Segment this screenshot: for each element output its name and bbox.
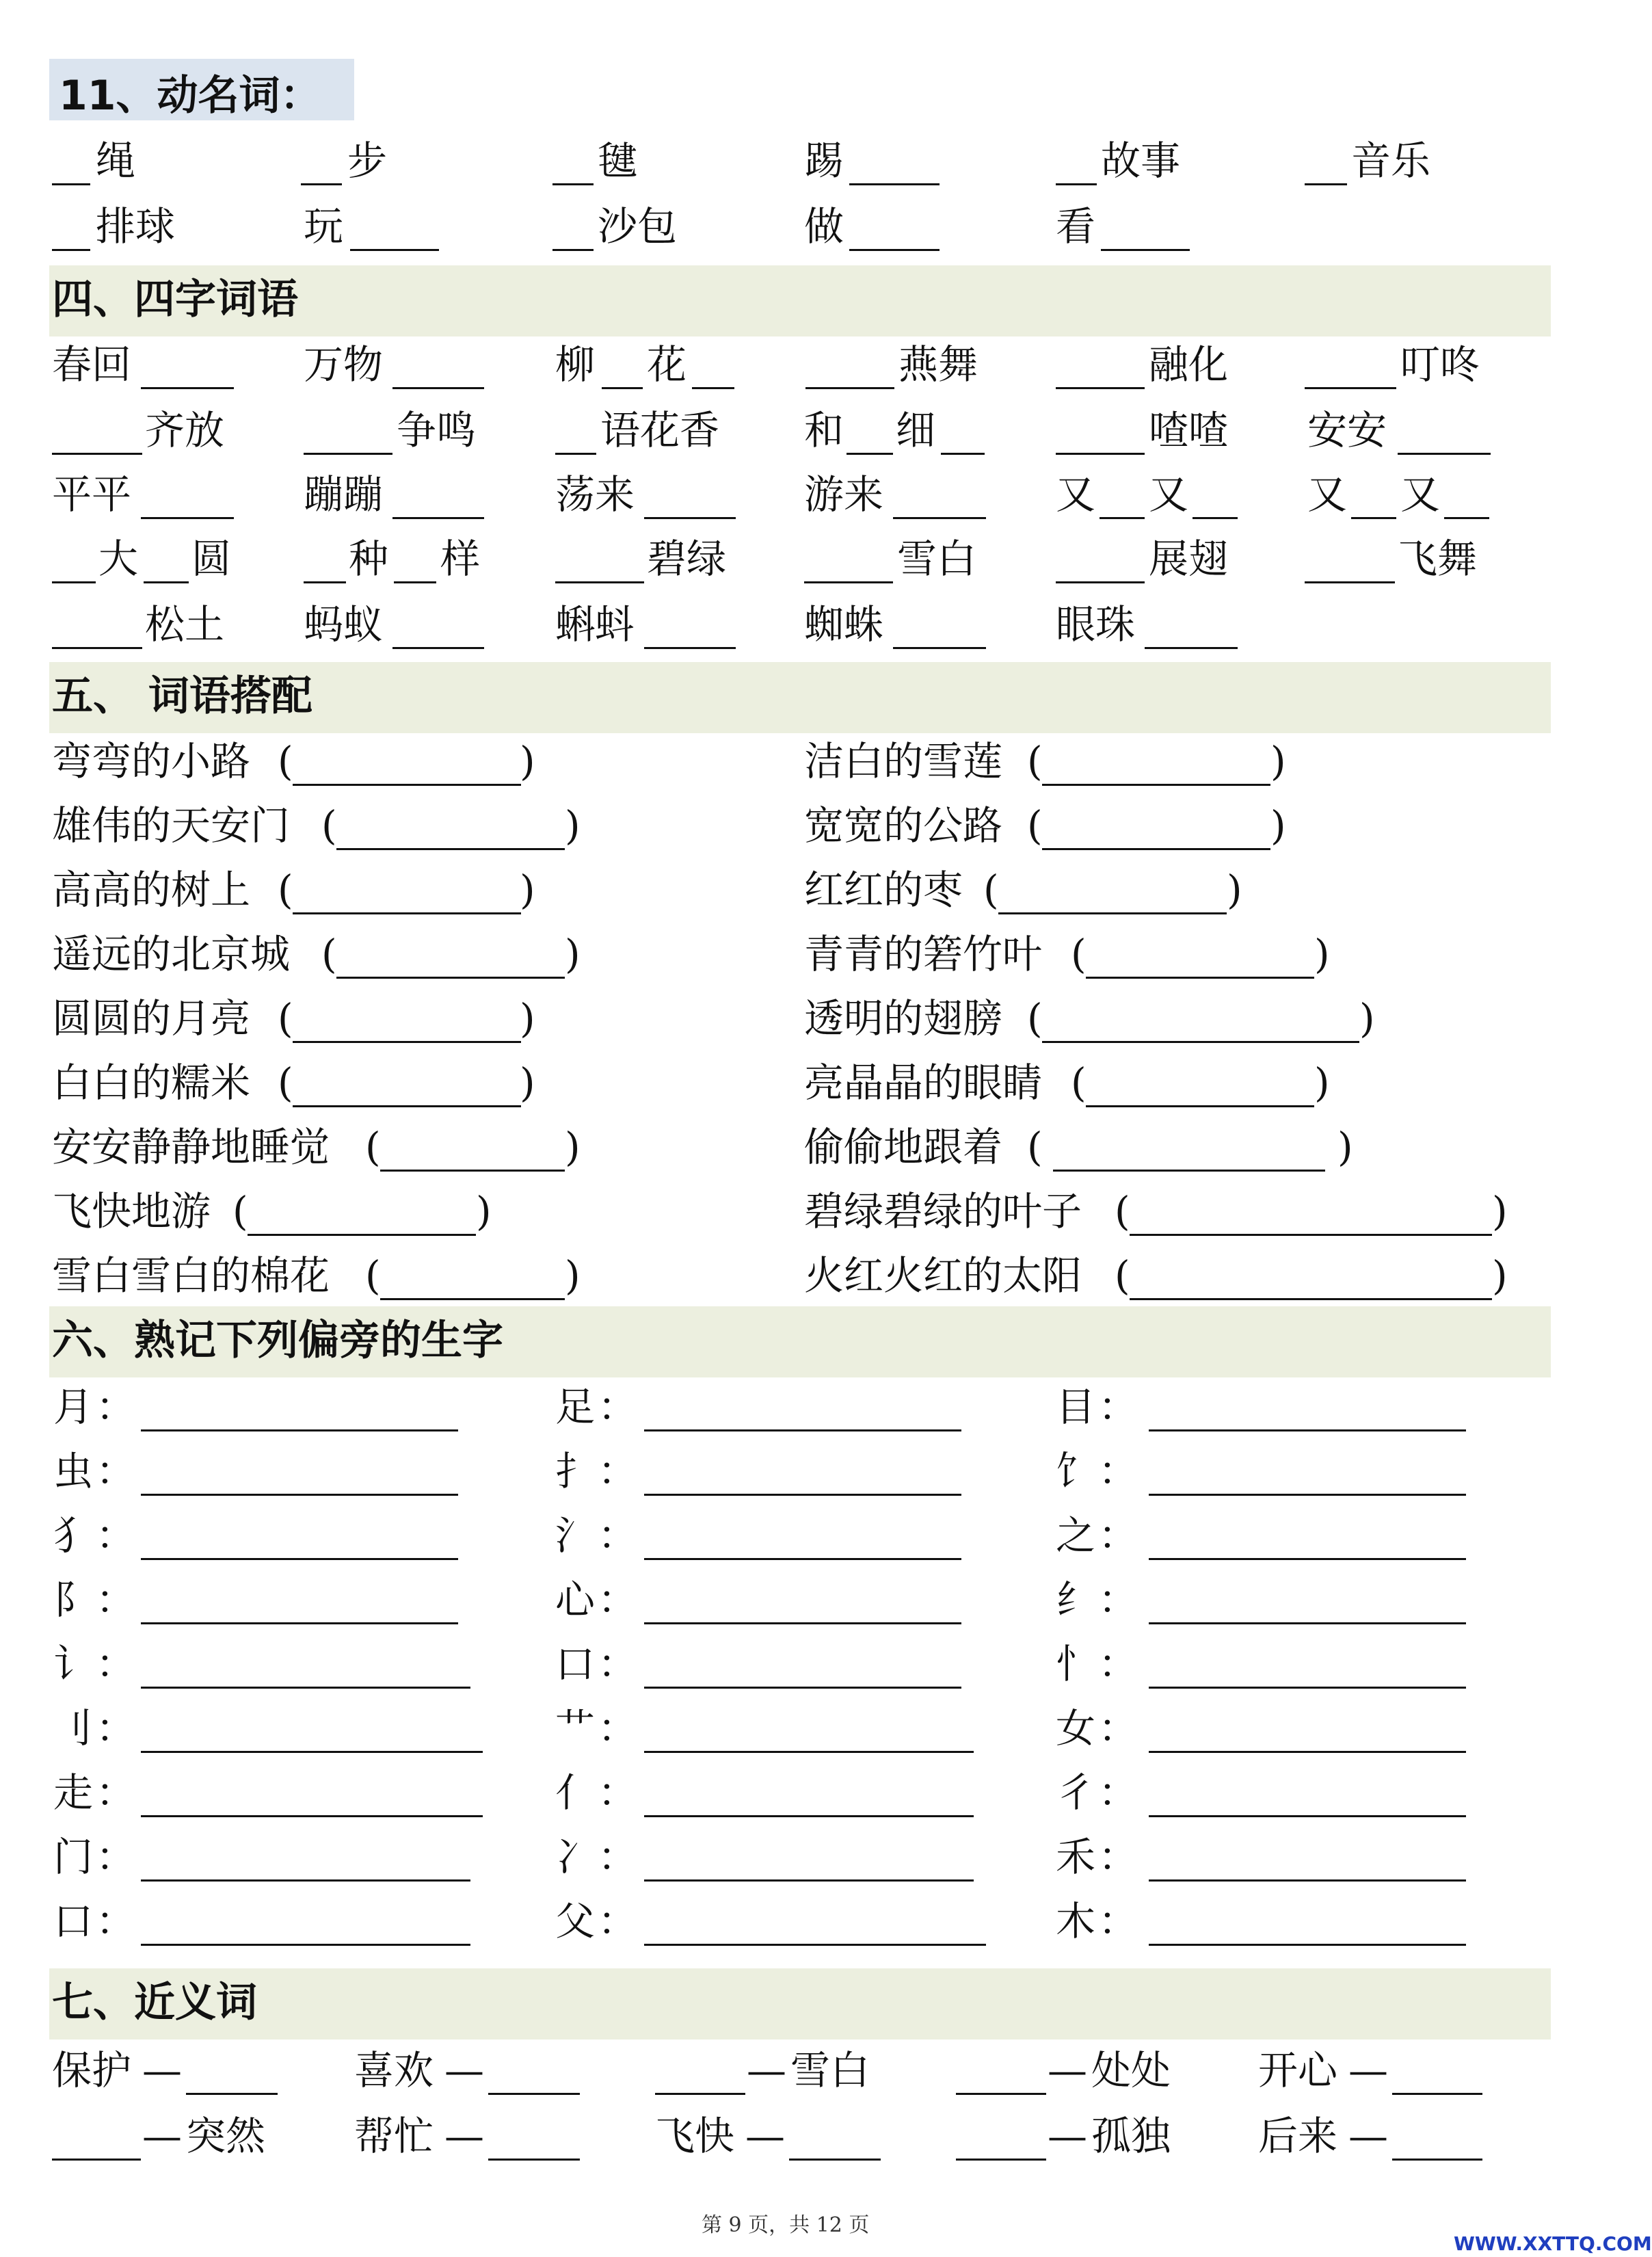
blank[interactable] [1145,647,1238,649]
open-paren: ( [365,1124,381,1170]
answer-line[interactable] [644,1751,974,1753]
phrase: 白白的糯米 [52,1059,251,1106]
close-paren: ) [1359,995,1375,1042]
blank[interactable] [555,453,596,455]
word: 看 [1056,203,1096,250]
colon: ： [1098,1641,1138,1687]
word: 燕舞 [898,341,978,388]
section-4-title: 四、四字词语 [52,276,298,324]
radical: 氵 [555,1512,596,1559]
phrase: 红红的枣 [804,867,963,913]
open-paren: ( [1027,738,1043,784]
blank[interactable] [52,647,142,649]
blank[interactable] [1100,517,1145,519]
radical: 艹 [555,1705,596,1752]
blank[interactable] [1305,387,1396,389]
open-paren: ( [1115,1188,1130,1235]
open-paren: ( [321,931,337,977]
section-6-title: 六、熟记下列偏旁的生字 [52,1317,503,1364]
dash: — [1348,2047,1388,2094]
colon: ： [96,1769,136,1816]
phrase: 宽宽的公路 [804,802,1003,849]
answer-line[interactable] [644,1687,961,1689]
word: 开心 [1258,2047,1338,2094]
answer-line[interactable] [1149,1687,1466,1689]
open-paren: ( [278,1059,293,1106]
answer-line[interactable] [141,1879,470,1882]
open-paren: ( [983,867,999,913]
radical: 饣 [1056,1448,1096,1494]
answer-line[interactable] [380,1298,565,1300]
open-paren: ( [1027,802,1043,849]
blank[interactable] [956,2093,1046,2095]
answer-line[interactable] [1149,1879,1466,1882]
dash: — [1048,2113,1087,2159]
close-paren: ) [1314,1059,1330,1106]
word: 大 [98,536,139,582]
answer-line[interactable] [293,784,521,786]
close-paren: ) [1492,1252,1508,1299]
word: 样 [440,536,481,582]
colon: ： [598,1384,638,1430]
close-paren: ) [565,1124,581,1170]
phrase: 安安静静地睡觉 [52,1124,330,1170]
colon: ： [1098,1512,1138,1559]
radical: 目 [1056,1384,1096,1430]
blank[interactable] [301,183,342,185]
answer-line[interactable] [1149,1558,1466,1560]
word: 展翅 [1149,536,1229,582]
section-7-band [49,1968,1551,2040]
word: 孤独 [1091,2113,1171,2159]
blank[interactable] [1351,517,1396,519]
answer-line[interactable] [1053,1170,1325,1172]
blank[interactable] [1398,453,1491,455]
word: 后来 [1258,2113,1338,2159]
word: 齐放 [145,407,225,453]
word: 种 [349,536,389,582]
answer-line[interactable] [644,1622,961,1624]
answer-line[interactable] [336,977,565,979]
answer-line[interactable] [141,1429,458,1431]
close-paren: ) [1227,867,1242,913]
close-paren: ) [1270,738,1286,784]
open-paren: ( [1027,1124,1043,1170]
section-5-title: 五、 词语搭配 [52,672,312,720]
blank[interactable] [392,517,484,519]
colon: ： [96,1834,136,1880]
answer-line[interactable] [1130,1298,1492,1300]
answer-line[interactable] [248,1234,476,1236]
answer-line[interactable] [644,1494,961,1496]
word: 玩 [304,203,344,250]
close-paren: ) [565,802,581,849]
word: 步 [347,137,388,184]
radical: 阝 [53,1576,94,1623]
colon: ： [598,1576,638,1623]
word: 喳喳 [1149,407,1229,453]
answer-line[interactable] [293,912,521,914]
answer-line[interactable] [141,1944,470,1946]
colon: ： [1098,1576,1138,1623]
blank[interactable] [394,581,436,583]
page-number: 第 9 页，共 12 页 [702,2213,870,2237]
colon: ： [96,1641,136,1687]
blank[interactable] [602,387,643,389]
close-paren: ) [520,995,535,1042]
colon: ： [96,1512,136,1559]
word: 蚂蚁 [304,601,384,648]
close-paren: ) [476,1188,492,1235]
blank[interactable] [804,581,893,583]
blank[interactable] [849,183,940,185]
blank[interactable] [1193,517,1238,519]
blank[interactable] [52,2159,141,2161]
answer-line[interactable] [336,848,565,850]
blank[interactable] [941,453,985,455]
colon: ： [96,1576,136,1623]
close-paren: ) [1314,931,1330,977]
close-paren: ) [1492,1188,1508,1235]
answer-line[interactable] [998,912,1227,914]
blank[interactable] [555,581,644,583]
word: 花 [647,341,687,388]
dash: — [1348,2113,1388,2159]
answer-line[interactable] [644,1815,974,1817]
blank[interactable] [52,581,96,583]
radical: 亻 [555,1769,596,1816]
answer-line[interactable] [644,1944,986,1946]
blank[interactable] [644,647,736,649]
radical: 忄 [1056,1641,1096,1687]
blank[interactable] [52,249,90,251]
colon: ： [96,1384,136,1430]
phrase: 青青的箬竹叶 [804,931,1043,977]
blank[interactable] [1305,183,1347,185]
close-paren: ) [520,738,535,784]
dash: — [745,2113,785,2159]
word: 雪白 [790,2047,870,2094]
open-paren: ( [278,867,293,913]
dash: — [444,2047,484,2094]
blank[interactable] [350,249,439,251]
word: 春回 [52,341,132,388]
blank[interactable] [805,387,894,389]
word: 又 [1400,471,1441,518]
word: 处处 [1091,2047,1171,2094]
dash: — [444,2113,484,2159]
radical: 犭 [53,1512,94,1559]
radical: 彳 [1056,1769,1096,1816]
word: 圆 [191,536,232,582]
radical: 心 [555,1576,596,1623]
blank[interactable] [1305,581,1395,583]
blank[interactable] [893,647,986,649]
open-paren: ( [278,738,293,784]
blank[interactable] [1101,249,1190,251]
blank[interactable] [392,387,484,389]
blank[interactable] [789,2159,881,2161]
phrase: 高高的树上 [52,867,251,913]
word: 绳 [96,137,136,184]
colon: ： [1098,1448,1138,1494]
answer-line[interactable] [141,1494,458,1496]
answer-line[interactable] [1042,784,1270,786]
blank[interactable] [488,2159,580,2161]
close-paren: ) [1337,1124,1353,1170]
blank[interactable] [304,453,392,455]
blank[interactable] [692,387,734,389]
word: 又 [1307,471,1348,518]
phrase: 遥远的北京城 [52,931,291,977]
word: 叮咚 [1400,341,1480,388]
word: 蜘蛛 [804,601,884,648]
section-11-title: 11、动名词： [59,72,321,120]
radical: 木 [1056,1898,1096,1944]
radical: 走 [53,1769,94,1816]
answer-line[interactable] [644,1429,961,1431]
word: 细 [896,407,936,453]
word: 平平 [52,471,132,518]
blank[interactable] [52,453,142,455]
blank[interactable] [644,517,736,519]
answer-line[interactable] [141,1622,458,1624]
phrase: 雄伟的天安门 [52,802,291,849]
radical: 扌 [555,1448,596,1494]
phrase: 碧绿碧绿的叶子 [804,1188,1082,1235]
close-paren: ) [520,1059,535,1106]
radical: 女 [1056,1705,1096,1752]
answer-line[interactable] [1149,1751,1466,1753]
open-paren: ( [1115,1252,1130,1299]
blank[interactable] [655,2093,745,2095]
radical: 禾 [1056,1834,1096,1880]
word: 眼珠 [1056,601,1136,648]
open-paren: ( [232,1188,248,1235]
word: 安安 [1307,407,1387,453]
colon: ： [598,1834,638,1880]
answer-line[interactable] [293,1041,521,1043]
blank[interactable] [141,517,234,519]
blank[interactable] [1056,183,1097,185]
blank[interactable] [552,183,594,185]
word: 踢 [804,137,844,184]
word: 语花香 [600,407,720,453]
blank[interactable] [392,647,484,649]
radical: 纟 [1056,1576,1096,1623]
answer-line[interactable] [1086,1105,1314,1107]
blank[interactable] [1056,387,1145,389]
phrase: 透明的翅膀 [804,995,1003,1042]
watermark: WWW.XXTTQ.COM [1454,2232,1652,2255]
colon: ： [1098,1384,1138,1430]
section-7-title: 七、近义词 [52,1979,257,2027]
open-paren: ( [321,802,337,849]
word: 飞快 [655,2113,735,2159]
blank[interactable] [186,2093,278,2095]
blank[interactable] [1392,2093,1482,2095]
answer-line[interactable] [141,1751,483,1753]
word: 又 [1056,471,1096,518]
open-paren: ( [278,995,293,1042]
colon: ： [598,1512,638,1559]
blank[interactable] [849,249,940,251]
word: 排球 [96,203,176,250]
word: 蝌蚪 [555,601,635,648]
close-paren: ) [520,867,535,913]
word: 和 [804,407,844,453]
word: 突然 [186,2113,266,2159]
blank[interactable] [488,2093,580,2095]
word: 音乐 [1351,137,1431,184]
word: 争鸣 [397,407,477,453]
word: 又 [1149,471,1189,518]
blank[interactable] [1444,517,1489,519]
answer-line[interactable] [141,1687,470,1689]
word: 万物 [304,341,384,388]
close-paren: ) [1270,802,1286,849]
word: 帮忙 [354,2113,434,2159]
colon: ： [1098,1705,1138,1752]
open-paren: ( [1071,931,1087,977]
answer-line[interactable] [1042,1041,1359,1043]
phrase: 亮晶晶的眼睛 [804,1059,1043,1106]
word: 喜欢 [354,2047,434,2094]
radical: 冫 [555,1834,596,1880]
radical: 刂 [53,1705,94,1752]
answer-line[interactable] [1130,1234,1492,1236]
word: 故事 [1101,137,1181,184]
dash: — [142,2113,182,2159]
colon: ： [96,1898,136,1944]
word: 做 [804,203,844,250]
phrase: 洁白的雪莲 [804,738,1003,784]
close-paren: ) [565,1252,581,1299]
close-paren: ) [565,931,581,977]
answer-line[interactable] [644,1558,961,1560]
dash: — [747,2047,786,2094]
colon: ： [1098,1898,1138,1944]
answer-line[interactable] [1149,1622,1466,1624]
phrase: 飞快地游 [52,1188,211,1235]
open-paren: ( [1027,995,1043,1042]
word: 荡来 [555,471,635,518]
colon: ： [96,1448,136,1494]
word: 融化 [1149,341,1229,388]
phrase: 雪白雪白的棉花 [52,1252,330,1299]
answer-line[interactable] [1149,1815,1466,1817]
blank[interactable] [52,183,90,185]
answer-line[interactable] [141,1815,483,1817]
answer-line[interactable] [1086,977,1314,979]
radical: 月 [53,1384,94,1430]
blank[interactable] [847,453,893,455]
blank[interactable] [1056,453,1145,455]
radical: 父 [555,1898,596,1944]
answer-line[interactable] [293,1105,521,1107]
phrase: 弯弯的小路 [52,738,251,784]
radical: 口 [53,1898,94,1944]
blank[interactable] [304,581,346,583]
word: 飞舞 [1398,536,1478,582]
colon: ： [598,1448,638,1494]
radical: 之 [1056,1512,1096,1559]
blank[interactable] [1392,2159,1482,2161]
colon: ： [598,1641,638,1687]
answer-line[interactable] [1042,848,1270,850]
word: 毽 [598,137,638,184]
blank[interactable] [1056,581,1145,583]
blank[interactable] [893,517,986,519]
answer-line[interactable] [1149,1429,1466,1431]
open-paren: ( [365,1252,381,1299]
word: 松土 [145,601,225,648]
answer-line[interactable] [644,1879,974,1882]
answer-line[interactable] [1149,1944,1466,1946]
radical: 门 [53,1834,94,1880]
colon: ： [1098,1769,1138,1816]
answer-line[interactable] [1149,1494,1466,1496]
colon: ： [598,1898,638,1944]
radical: 口 [555,1641,596,1687]
radical: 讠 [53,1641,94,1687]
colon: ： [1098,1834,1138,1880]
phrase: 火红火红的太阳 [804,1252,1082,1299]
word: 碧绿 [647,536,727,582]
word: 沙包 [598,203,678,250]
colon: ： [598,1705,638,1752]
open-paren: ( [1071,1059,1087,1106]
word: 柳 [555,341,596,388]
phrase: 偷偷地跟着 [804,1124,1003,1170]
radical: 虫 [53,1448,94,1494]
radical: 足 [555,1384,596,1430]
blank[interactable] [141,387,234,389]
word: 雪白 [897,536,977,582]
dash: — [1048,2047,1087,2094]
blank[interactable] [144,581,189,583]
word: 游来 [804,471,884,518]
colon: ： [96,1705,136,1752]
phrase: 圆圆的月亮 [52,995,251,1042]
word: 蹦蹦 [304,471,384,518]
blank[interactable] [956,2159,1046,2161]
blank[interactable] [552,249,594,251]
answer-line[interactable] [380,1170,565,1172]
answer-line[interactable] [141,1558,458,1560]
word: 保护 [52,2047,132,2094]
colon: ： [598,1769,638,1816]
dash: — [142,2047,182,2094]
